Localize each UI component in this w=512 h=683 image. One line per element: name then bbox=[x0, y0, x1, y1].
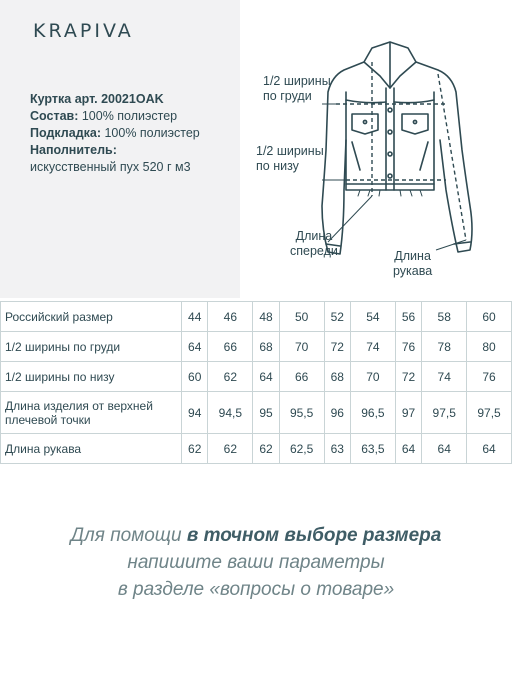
size-cell: 48 bbox=[253, 302, 279, 332]
value-cell: 76 bbox=[467, 362, 512, 392]
table-header-row bbox=[1, 302, 512, 332]
callout-chest: 1/2 ширины по груди bbox=[263, 74, 331, 103]
value-cell: 95 bbox=[253, 392, 279, 434]
value-cell: 62,5 bbox=[279, 434, 324, 464]
value-cell: 62 bbox=[208, 362, 253, 392]
help-note bbox=[0, 522, 512, 603]
value-cell: 74 bbox=[422, 362, 467, 392]
value-cell: 60 bbox=[182, 362, 208, 392]
value-cell: 64 bbox=[422, 434, 467, 464]
row-label: Длина рукава bbox=[1, 434, 182, 464]
callout-front-length: Длина спереди bbox=[290, 229, 338, 258]
filler-label: Наполнитель: bbox=[30, 143, 117, 157]
value-cell: 70 bbox=[279, 332, 324, 362]
value-cell: 63 bbox=[324, 434, 350, 464]
value-cell: 64 bbox=[467, 434, 512, 464]
size-table bbox=[0, 301, 512, 464]
size-cell: 46 bbox=[208, 302, 253, 332]
size-cell: 50 bbox=[279, 302, 324, 332]
size-cell: 58 bbox=[422, 302, 467, 332]
value-cell: 97,5 bbox=[422, 392, 467, 434]
table-row bbox=[1, 392, 512, 434]
size-cell: 56 bbox=[395, 302, 421, 332]
note-line-1: Для помощи в точном выборе размера bbox=[70, 525, 442, 546]
lining: Подкладка: 100% полиэстер bbox=[30, 126, 200, 140]
value-cell: 62 bbox=[182, 434, 208, 464]
callout-hem: 1/2 ширины по низу bbox=[256, 144, 324, 173]
value-cell: 94,5 bbox=[208, 392, 253, 434]
value-cell: 66 bbox=[279, 362, 324, 392]
row-label: 1/2 ширины по низу bbox=[1, 362, 182, 392]
brand-logo: KRAPIVA bbox=[33, 20, 134, 42]
row-label: Длина изделия от верхней плечевой точки bbox=[1, 392, 182, 434]
product-specs bbox=[30, 91, 230, 176]
size-cell: 60 bbox=[467, 302, 512, 332]
value-cell: 64 bbox=[253, 362, 279, 392]
table-row bbox=[1, 332, 512, 362]
value-cell: 68 bbox=[253, 332, 279, 362]
value-cell: 74 bbox=[351, 332, 396, 362]
value-cell: 64 bbox=[395, 434, 421, 464]
filler-value: искусственный пух 520 г м3 bbox=[30, 160, 191, 174]
value-cell: 66 bbox=[208, 332, 253, 362]
product-title: Куртка арт. 20021OAK bbox=[30, 92, 164, 106]
table-row bbox=[1, 434, 512, 464]
value-cell: 78 bbox=[422, 332, 467, 362]
value-cell: 97 bbox=[395, 392, 421, 434]
callout-sleeve-length: Длина рукава bbox=[393, 249, 433, 278]
value-cell: 70 bbox=[351, 362, 396, 392]
value-cell: 62 bbox=[253, 434, 279, 464]
value-cell: 64 bbox=[182, 332, 208, 362]
value-cell: 72 bbox=[324, 332, 350, 362]
size-cell: 54 bbox=[351, 302, 396, 332]
size-cell: 44 bbox=[182, 302, 208, 332]
note-line-2: напишите ваши параметры bbox=[127, 552, 385, 573]
note-line-3: в разделе «вопросы о товаре» bbox=[117, 579, 395, 600]
table-header-label: Российский размер bbox=[1, 302, 182, 332]
value-cell: 72 bbox=[395, 362, 421, 392]
value-cell: 68 bbox=[324, 362, 350, 392]
value-cell: 96,5 bbox=[351, 392, 396, 434]
value-cell: 76 bbox=[395, 332, 421, 362]
table-row bbox=[1, 362, 512, 392]
value-cell: 95,5 bbox=[279, 392, 324, 434]
value-cell: 63,5 bbox=[351, 434, 396, 464]
value-cell: 96 bbox=[324, 392, 350, 434]
row-label: 1/2 ширины по груди bbox=[1, 332, 182, 362]
value-cell: 80 bbox=[467, 332, 512, 362]
value-cell: 94 bbox=[182, 392, 208, 434]
composition: Состав: 100% полиэстер bbox=[30, 109, 178, 123]
size-cell: 52 bbox=[324, 302, 350, 332]
value-cell: 62 bbox=[208, 434, 253, 464]
value-cell: 97,5 bbox=[467, 392, 512, 434]
